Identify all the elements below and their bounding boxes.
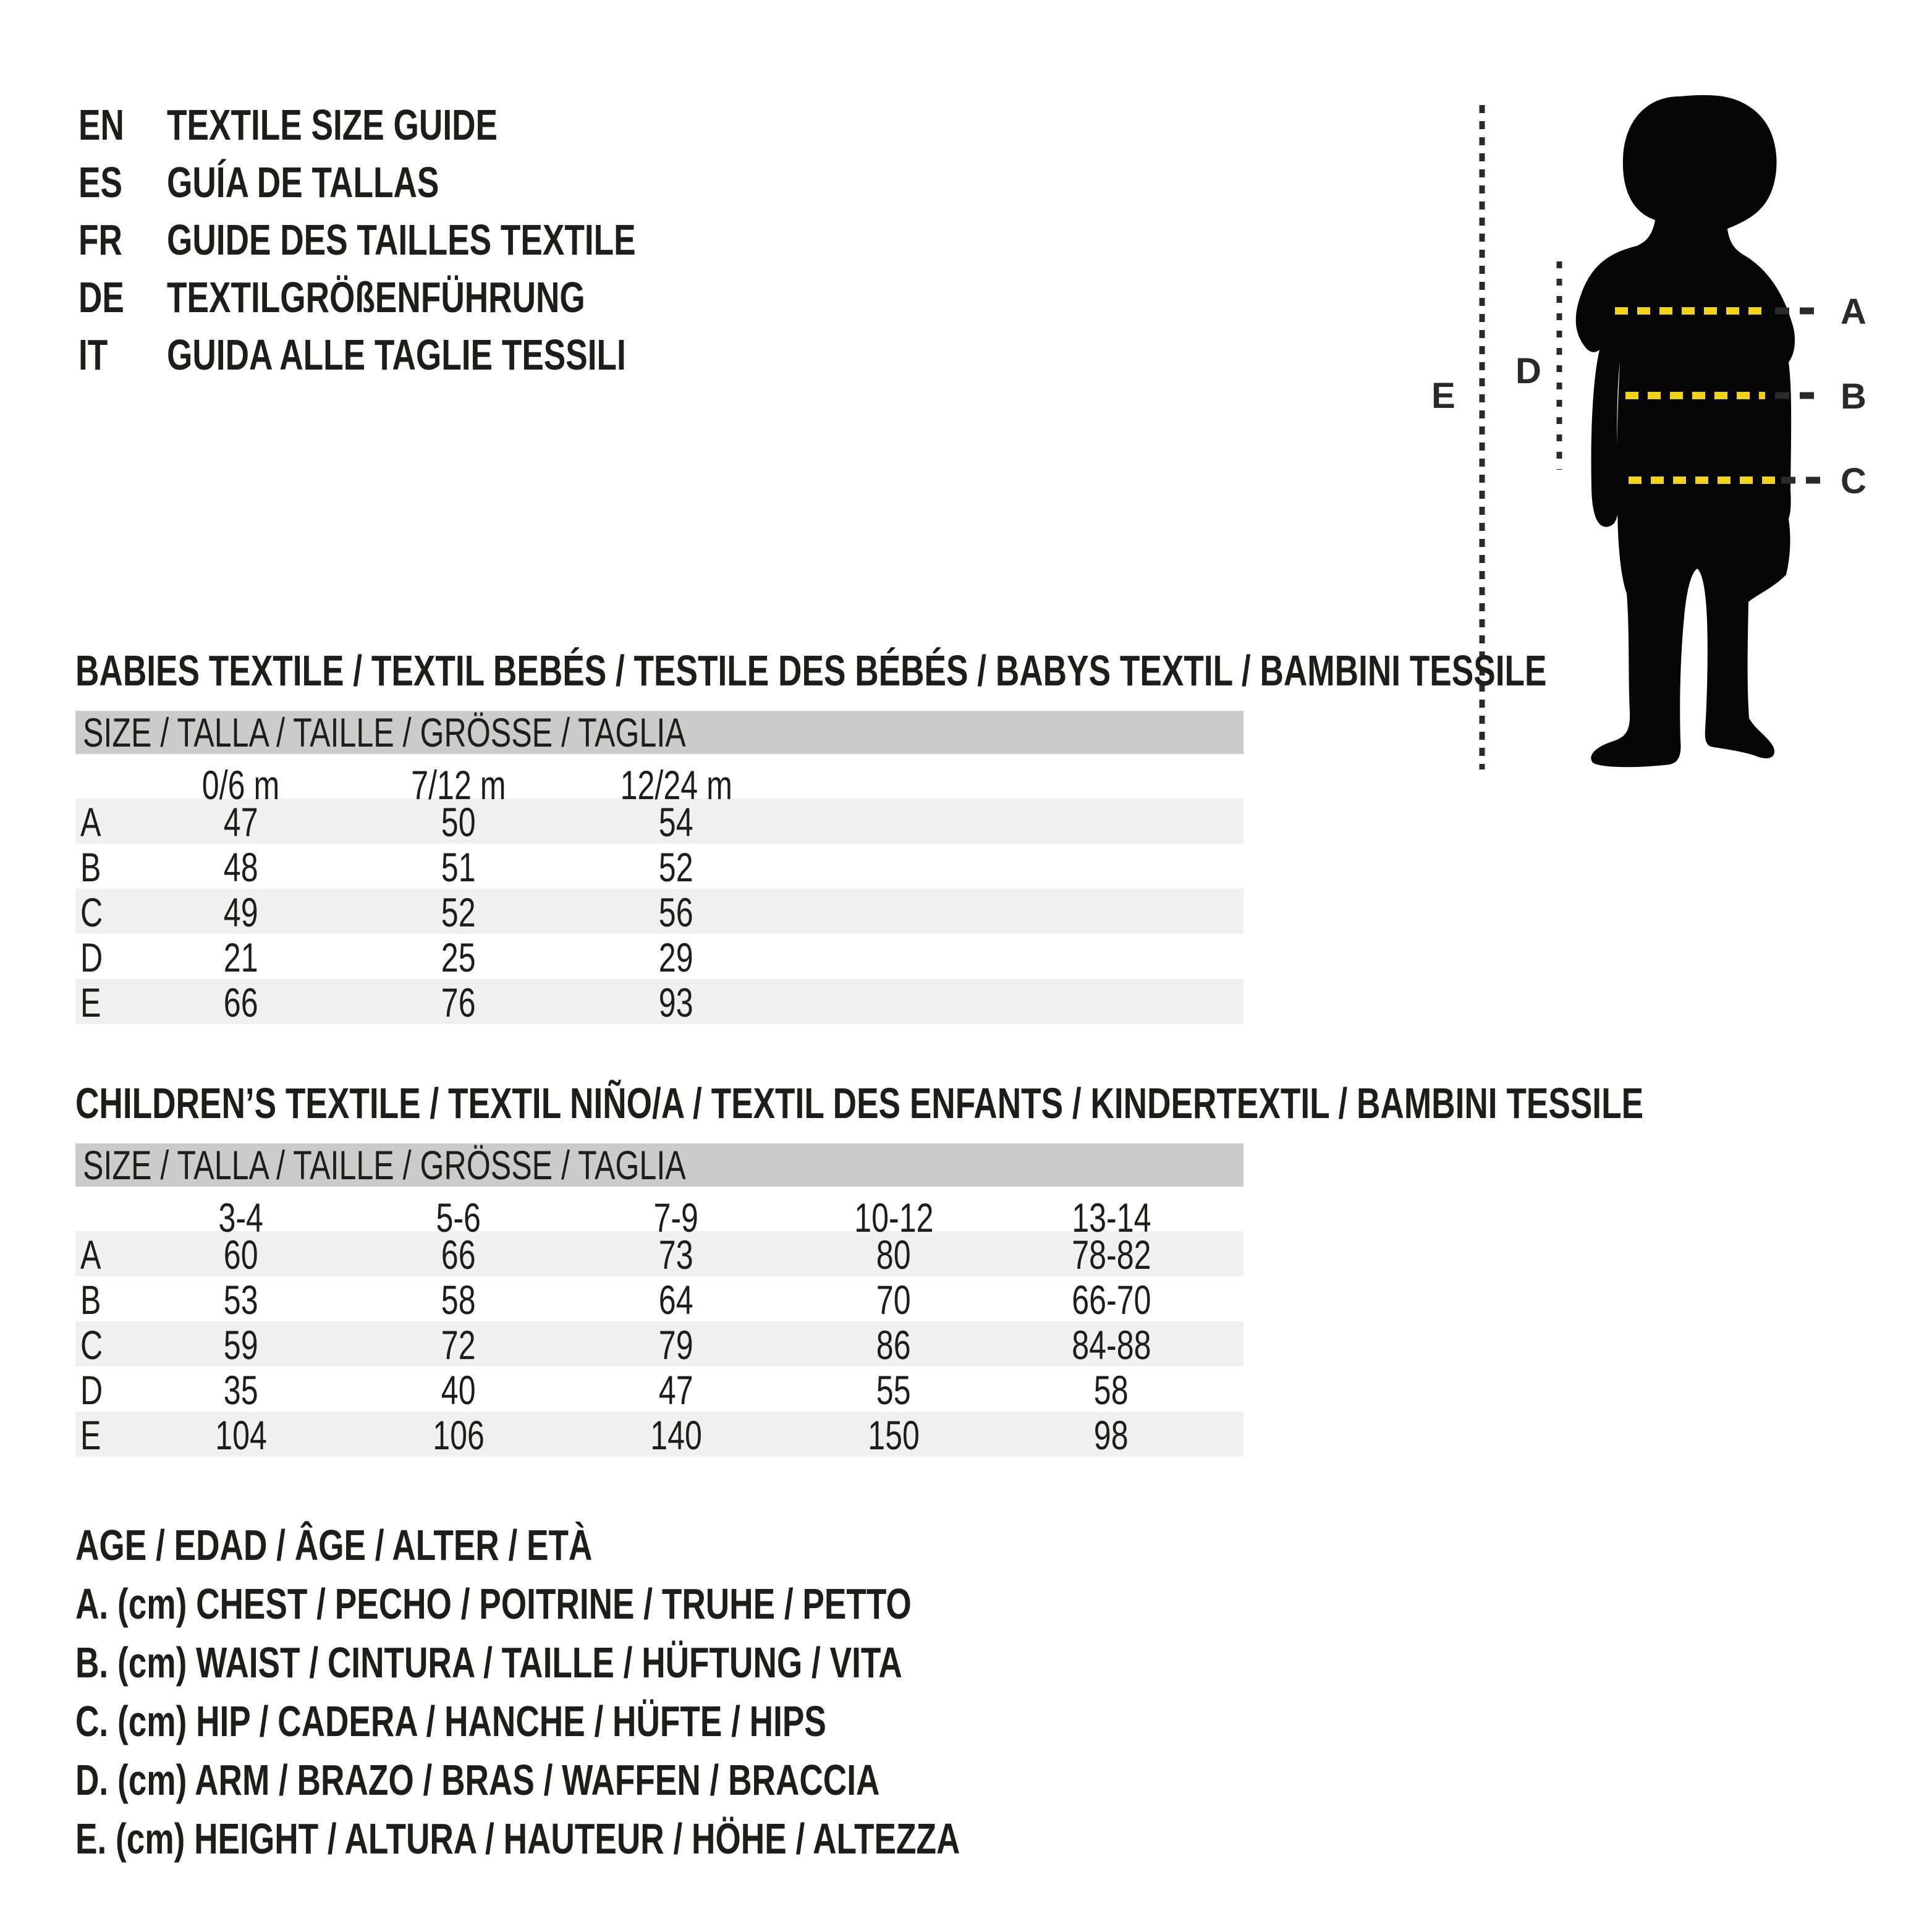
table-row: [75, 1276, 1244, 1321]
row-label: B: [80, 844, 101, 890]
legend-line-age: [75, 1515, 1239, 1574]
cell-value: 25: [441, 934, 476, 980]
lang-code: IT: [78, 330, 108, 379]
cell-value: 140: [650, 1412, 702, 1458]
cell-value: 40: [441, 1367, 476, 1413]
babies-title-text: BABIES TEXTILE / TEXTIL BEBÉS / TESTILE DES BÉBÉS / BABYS TEXTIL / BAMBINI TESSILE: [75, 646, 1547, 695]
legend-line-height: [75, 1809, 1239, 1868]
cell-value: 55: [876, 1367, 911, 1413]
cell-value: 70: [876, 1277, 911, 1323]
col-header: 0/6 m: [202, 762, 280, 808]
cell-value: 52: [659, 844, 693, 890]
row-label: D: [80, 1367, 103, 1413]
lang-row-de: [78, 268, 784, 326]
table-row: [75, 844, 1244, 889]
cell-value: 86: [876, 1322, 911, 1368]
cell-value: 98: [1094, 1412, 1129, 1458]
table-row: [75, 1321, 1244, 1366]
figure-label-d: D: [1515, 351, 1541, 391]
legend-text: A. (cm) CHEST / PECHO / POITRINE / TRUHE / PETTO: [75, 1579, 912, 1628]
cell-value: 72: [441, 1322, 476, 1368]
babies-table-header-row: [75, 761, 1244, 808]
table-row: [75, 979, 1244, 1024]
legend-text: E. (cm) HEIGHT / ALTURA / HAUTEUR / HÖHE / ALTEZZA: [75, 1814, 960, 1863]
legend-line-hip: [75, 1692, 1239, 1750]
legend-text: AGE / EDAD / ÂGE / ALTER / ETÀ: [75, 1520, 593, 1569]
legend-text: C. (cm) HIP / CADERA / HANCHE / HÜFTE / HIPS: [75, 1697, 826, 1745]
lang-code: EN: [78, 100, 124, 149]
lang-row-fr: [78, 211, 784, 268]
lang-title: TEXTILE SIZE GUIDE: [167, 100, 498, 149]
cell-value: 29: [659, 934, 693, 980]
cell-value: 93: [659, 980, 693, 1025]
table-row: [75, 934, 1244, 979]
babies-section: [75, 642, 1547, 1025]
row-label: E: [80, 980, 101, 1025]
cell-value: 66: [441, 1232, 476, 1277]
legend-text: D. (cm) ARM / BRAZO / BRAS / WAFFEN / BRACCIA: [75, 1755, 880, 1804]
cell-value: 21: [224, 934, 258, 980]
col-header: 7-9: [653, 1195, 699, 1240]
cell-value: 64: [659, 1277, 693, 1323]
children-title-text: CHILDREN’S TEXTILE / TEXTIL NIÑO/A / TEXTIL DES ENFANTS / KINDERTEXTIL / BAMBINI TESSILE: [75, 1078, 1644, 1127]
lang-title: GUIDA ALLE TAGLIE TESSILI: [167, 330, 626, 379]
cell-value: 47: [224, 799, 258, 845]
figure-label-a: A: [1841, 292, 1866, 332]
row-label: A: [80, 1232, 101, 1277]
cell-value: 66-70: [1071, 1277, 1151, 1323]
cell-value: 58: [441, 1277, 476, 1323]
row-label: C: [80, 1322, 103, 1368]
cell-value: 66: [224, 980, 258, 1025]
cell-value: 79: [659, 1322, 693, 1368]
col-header: 13-14: [1071, 1195, 1151, 1240]
cell-value: 53: [224, 1277, 258, 1323]
table-row: [75, 1412, 1244, 1457]
lang-row-en: [78, 96, 784, 153]
cell-value: 56: [659, 889, 693, 935]
cell-value: 52: [441, 889, 476, 935]
cell-value: 76: [441, 980, 476, 1025]
cell-value: 47: [659, 1367, 693, 1413]
cell-value: 78-82: [1071, 1232, 1151, 1277]
babies-size-header-text: SIZE / TALLA / TAILLE / GRÖSSE / TAGLIA: [83, 710, 686, 755]
language-header: [78, 96, 784, 383]
cell-value: 59: [224, 1322, 258, 1368]
cell-value: 51: [441, 844, 476, 890]
children-size-header-bar: [75, 1143, 1244, 1187]
lang-code: ES: [78, 158, 122, 206]
cell-value: 73: [659, 1232, 693, 1277]
legend-line-waist: [75, 1633, 1239, 1692]
cell-value: 48: [224, 844, 258, 890]
cell-value: 60: [224, 1232, 258, 1277]
children-size-header-text: SIZE / TALLA / TAILLE / GRÖSSE / TAGLIA: [83, 1142, 686, 1188]
lang-title: GUIDE DES TAILLES TEXTILE: [167, 215, 636, 264]
measurement-legend: [75, 1515, 1239, 1868]
children-section-title: [75, 1074, 1644, 1132]
lang-row-it: [78, 326, 784, 383]
table-row: [75, 1366, 1244, 1412]
legend-line-chest: [75, 1574, 1239, 1633]
cell-value: 58: [1094, 1367, 1129, 1413]
col-header: 7/12 m: [411, 762, 506, 808]
babies-size-header-bar: [75, 711, 1244, 754]
legend-text: B. (cm) WAIST / CINTURA / TAILLE / HÜFTUNG / VITA: [75, 1638, 902, 1687]
lang-code: FR: [78, 215, 122, 264]
table-row: [75, 799, 1244, 844]
cell-value: 150: [868, 1412, 920, 1458]
babies-table: [75, 761, 1244, 1024]
cell-value: 54: [659, 799, 693, 845]
table-row: [75, 1231, 1244, 1276]
row-label: A: [80, 799, 101, 845]
cell-value: 80: [876, 1232, 911, 1277]
row-label: E: [80, 1412, 101, 1458]
cell-value: 35: [224, 1367, 258, 1413]
children-table-header-row: [75, 1194, 1244, 1240]
figure-label-c: C: [1841, 461, 1866, 501]
cell-value: 50: [441, 799, 476, 845]
lang-title: GUÍA DE TALLAS: [167, 158, 439, 206]
col-header: 3-4: [218, 1195, 264, 1240]
col-header: 10-12: [854, 1195, 934, 1240]
legend-line-arm: [75, 1750, 1239, 1809]
children-table: [75, 1194, 1244, 1457]
children-section: [75, 1074, 1644, 1458]
cell-value: 84-88: [1071, 1322, 1151, 1368]
row-label: D: [80, 934, 103, 980]
figure-label-e: E: [1431, 376, 1455, 416]
col-header: 12/24 m: [620, 762, 732, 808]
cell-value: 49: [224, 889, 258, 935]
babies-section-title: [75, 642, 1547, 699]
lang-row-es: [78, 153, 784, 211]
lang-title: TEXTILGRÖßENFÜHRUNG: [167, 273, 585, 321]
child-silhouette: [1576, 95, 1795, 767]
row-label: C: [80, 889, 103, 935]
cell-value: 106: [433, 1412, 485, 1458]
figure-label-b: B: [1841, 376, 1866, 417]
table-row: [75, 889, 1244, 934]
cell-value: 104: [215, 1412, 267, 1458]
lang-code: DE: [78, 273, 124, 321]
row-label: B: [80, 1277, 101, 1323]
col-header: 5-6: [436, 1195, 481, 1240]
